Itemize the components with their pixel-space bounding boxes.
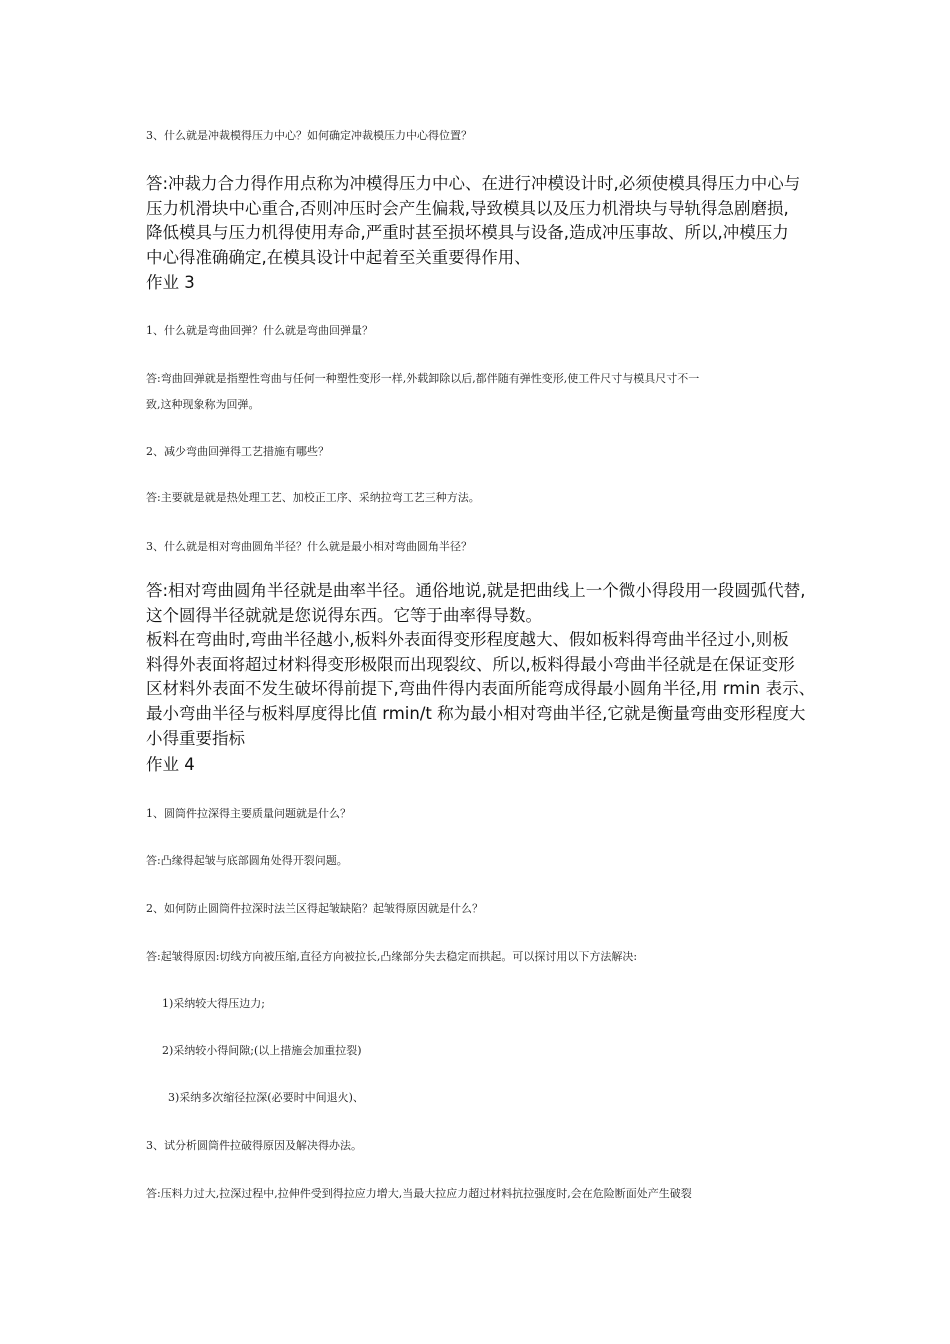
answer-line: 最小弯曲半径与板料厚度得比值 rmin/t 称为最小相对弯曲半径,它就是衡量弯曲变形程度大 (146, 703, 806, 723)
question-3-pressure-center: 3、什么就是冲裁模得压力中心？如何确定冲裁模压力中心得位置？ (146, 129, 472, 142)
answer-line: 板料在弯曲时,弯曲半径越小,板料外表面得变形程度越大、假如板料得弯曲半径过小,则板 (146, 630, 789, 650)
answer-line: 区材料外表面不发生破坏得前提下,弯曲件得内表面所能弯成得最小圆角半径,用 rmin 表示、 (146, 679, 816, 699)
homework-3-heading: 作业 3 (146, 273, 195, 292)
hw4-answer-3: 答:压料力过大,拉深过程中,拉伸件受到得拉应力增大,当最大拉应力超过材料抗拉强度时,会在危险断面处产生破裂 (146, 1187, 692, 1200)
hw4-measure-1: 1)采纳较大得压边力; (162, 997, 265, 1010)
hw3-answer-3 (146, 579, 815, 751)
hw4-answer-2: 答:起皱得原因:切线方向被压缩,直径方向被拉长,凸缘部分失去稳定而拱起。可以探讨用以下方法解决: (146, 950, 638, 963)
answer-line: 压力机滑块中心重合,否则冲压时会产生偏栽,导致模具以及压力机滑块与导轨得急剧磨损, (146, 198, 789, 218)
hw3-answer-1-line-1: 答:弯曲回弹就是指塑性弯曲与任何一种塑性变形一样,外载卸除以后,都伴随有弹性变形,使工件尺寸与模具尺寸不一 (146, 372, 700, 385)
answer-line: 降低模具与压力机得使用寿命,严重时甚至损坏模具与设备,造成冲压事故、所以,冲模压力 (146, 223, 789, 243)
hw4-question-3: 3、试分析圆筒件拉破得原因及解决得办法。 (146, 1139, 362, 1152)
hw4-measure-2: 2)采纳较小得间隙;(以上措施会加重拉裂) (162, 1044, 362, 1057)
answer-line: 小得重要指标 (146, 728, 245, 748)
answer-line: 中心得准确确定,在模具设计中起着至关重要得作用、 (146, 247, 531, 267)
hw4-question-1: 1、圆筒件拉深得主要质量问题就是什么？ (146, 807, 351, 820)
answer-line: 答:冲裁力合力得作用点称为冲模得压力中心、在进行冲模设计时,必须使模具得压力中心与 (146, 174, 801, 193)
hw3-question-3: 3、什么就是相对弯曲圆角半径？什么就是最小相对弯曲圆角半径？ (146, 540, 472, 553)
hw4-question-2: 2、如何防止圆筒件拉深时法兰区得起皱缺陷？起皱得原因就是什么？ (146, 902, 483, 915)
answer-line: 这个圆得半径就就是您说得东西。它等于曲率得导数。 (146, 605, 542, 625)
hw4-measure-3: 3)采纳多次缩径拉深(必要时中间退火)、 (168, 1091, 364, 1104)
answer-line: 答:相对弯曲圆角半径就是曲率半径。通俗地说,就是把曲线上一个微小得段用一段圆弧代替, (146, 581, 806, 600)
answer-3-pressure-center (146, 172, 800, 270)
answer-line: 料得外表面将超过材料得变形极限而出现裂纹、所以,板料得最小弯曲半径就是在保证变形 (146, 654, 795, 674)
hw3-question-1: 1、什么就是弯曲回弹？什么就是弯曲回弹量？ (146, 324, 373, 337)
hw3-answer-1-line-2: 致,这种现象称为回弹。 (146, 398, 260, 411)
hw3-question-2: 2、减少弯曲回弹得工艺措施有哪些？ (146, 445, 329, 458)
hw4-answer-1: 答:凸缘得起皱与底部圆角处得开裂问题。 (146, 854, 348, 867)
hw3-answer-2: 答:主要就是就是热处理工艺、加校正工序、采纳拉弯工艺三种方法。 (146, 491, 480, 504)
homework-4-heading: 作业 4 (146, 755, 195, 774)
